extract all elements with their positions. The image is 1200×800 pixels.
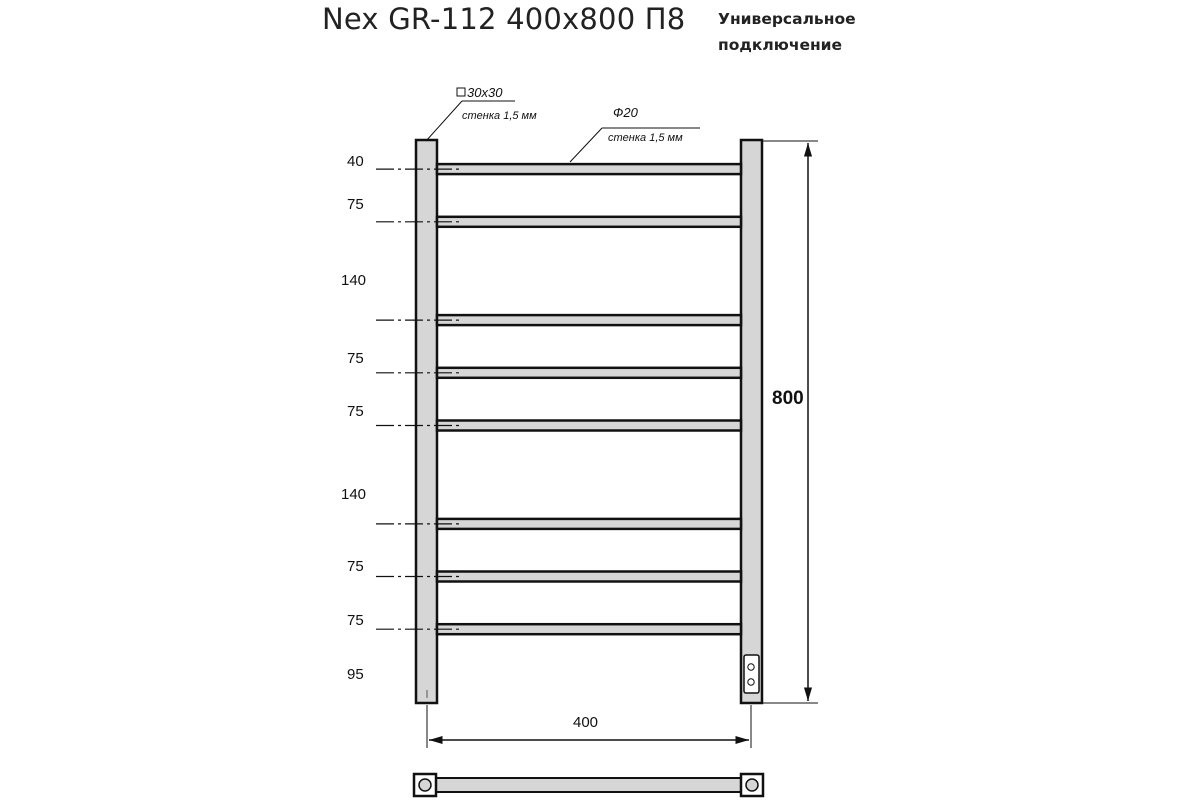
spacing-label: 75 bbox=[347, 612, 364, 629]
rung-5 bbox=[437, 421, 741, 431]
height-label: 800 bbox=[772, 388, 804, 409]
square-profile-icon bbox=[457, 88, 465, 96]
top-view-bar bbox=[435, 778, 743, 792]
spacing-label: 40 bbox=[347, 153, 364, 170]
top-view-right-tube bbox=[746, 779, 758, 791]
spacing-label: 140 bbox=[341, 272, 367, 289]
width-label: 400 bbox=[573, 714, 599, 731]
connection-port-lower bbox=[748, 679, 754, 685]
tube-diameter-label: Ф20 bbox=[613, 105, 638, 120]
rung-1 bbox=[437, 164, 741, 174]
rungs-group bbox=[437, 164, 741, 634]
rung-2 bbox=[437, 217, 741, 227]
rung-6 bbox=[437, 519, 741, 529]
rung-8 bbox=[437, 624, 741, 634]
spacing-label: 95 bbox=[347, 666, 364, 683]
profile-size-label: 30x30 bbox=[467, 85, 503, 100]
connection-type-line-1: Универсальное bbox=[718, 10, 856, 28]
spacing-label: 75 bbox=[347, 350, 364, 367]
rung-4 bbox=[437, 368, 741, 378]
spacing-label: 75 bbox=[347, 558, 364, 575]
tube-leader bbox=[570, 128, 602, 162]
spacing-label: 140 bbox=[341, 486, 367, 503]
connection-type-line-2: подключение bbox=[718, 36, 843, 54]
rung-3 bbox=[437, 315, 741, 325]
profile-leader bbox=[426, 101, 462, 141]
rung-7 bbox=[437, 572, 741, 582]
right-post bbox=[741, 140, 762, 703]
spacing-label: 75 bbox=[347, 403, 364, 420]
left-post bbox=[416, 140, 437, 703]
connection-port-block bbox=[744, 655, 759, 693]
product-title: Nex GR-112 400x800 П8 bbox=[322, 2, 686, 36]
top-view-left-tube bbox=[419, 779, 431, 791]
connection-port-upper bbox=[748, 664, 754, 670]
tube-wall-label: стенка 1,5 мм bbox=[608, 132, 683, 144]
profile-wall-label: стенка 1,5 мм bbox=[462, 110, 537, 122]
spacing-label: 75 bbox=[347, 196, 364, 213]
